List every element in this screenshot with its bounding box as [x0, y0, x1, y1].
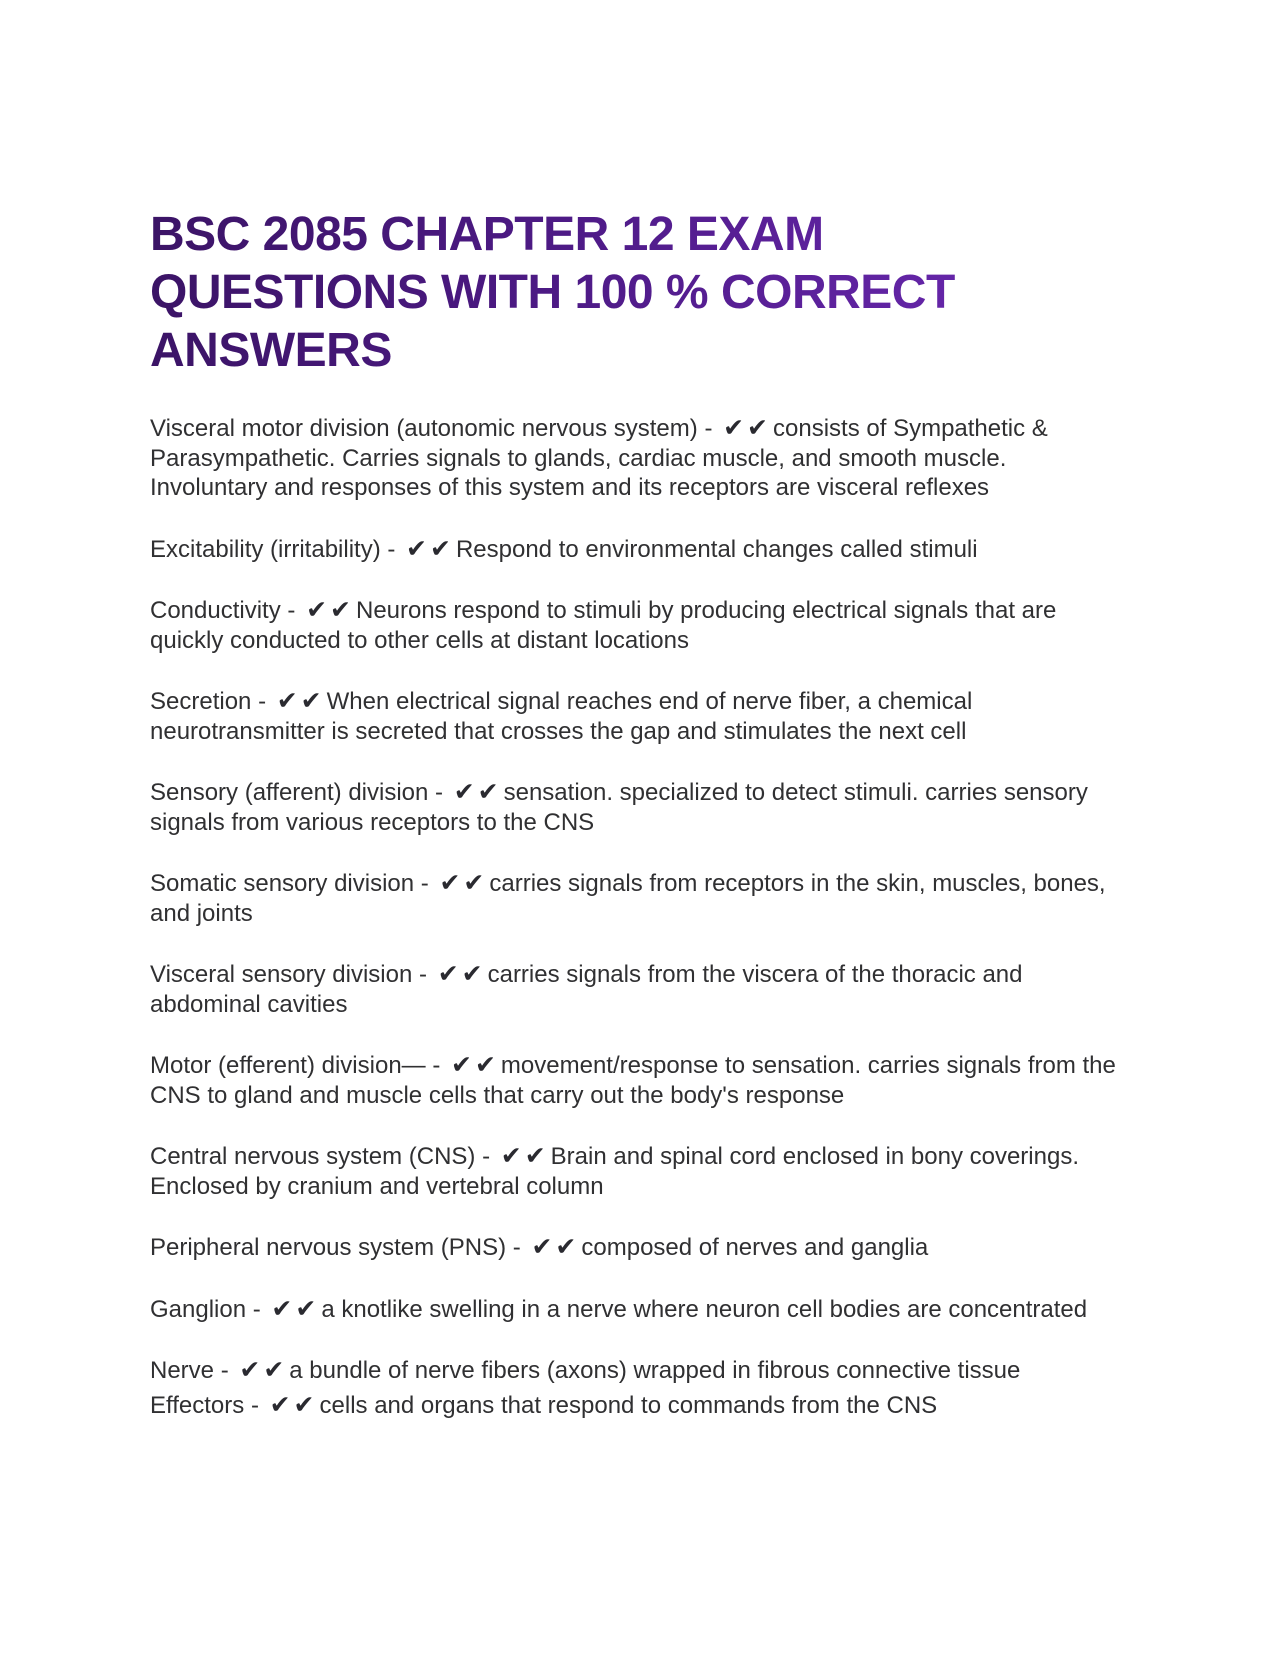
check-mark-icon: ✔✔: [500, 1142, 549, 1170]
qa-entry: [150, 1233, 1130, 1263]
check-mark-icon: ✔✔: [276, 687, 325, 715]
entry-term: Central nervous system (CNS): [150, 1143, 476, 1170]
check-mark-icon: ✔✔: [269, 1390, 318, 1419]
qa-entry: [150, 535, 1130, 565]
entry-definition: movement/response to sensation. carries signals from the CNS to gland and muscle cells that carry out the body's response: [150, 1052, 1116, 1109]
qa-entry: [150, 960, 1130, 1019]
qa-entry: [150, 1356, 1130, 1386]
entry-definition: Neurons respond to stimuli by producing electrical signals that are quickly conducted to other cells at distant locations: [150, 597, 1057, 654]
qa-entry: [150, 1295, 1130, 1325]
entry-term: Excitability (irritability): [150, 535, 381, 563]
entry-term: Somatic sensory division: [150, 870, 415, 897]
entry-separator: -: [220, 1357, 229, 1384]
check-mark-icon: ✔✔: [271, 1294, 320, 1323]
entry-definition: a knotlike swelling in a nerve where neuron cell bodies are concentrated: [321, 1295, 1088, 1323]
document-title: BSC 2085 CHAPTER 12 EXAM QUESTIONS WITH 100 % CORRECT ANSWERS: [150, 206, 1050, 380]
entry-definition: Respond to environmental changes called stimuli: [455, 535, 978, 563]
entry-term: Visceral sensory division: [150, 961, 413, 988]
entry-separator: -: [419, 961, 428, 988]
entry-term: Secretion: [150, 688, 252, 715]
check-mark-icon: ✔✔: [451, 1051, 499, 1079]
entry-separator: -: [258, 688, 267, 715]
entry-definition: sensation. specialized to detect stimuli. carries sensory signals from various receptors to the CNS: [150, 779, 1088, 836]
check-mark-icon: ✔✔: [453, 778, 502, 806]
qa-entry: [150, 414, 1130, 503]
qa-entry: [150, 778, 1130, 837]
entry-separator: -: [252, 1295, 261, 1323]
document-page: [150, 206, 1130, 1452]
qa-entry: [150, 1051, 1130, 1110]
entry-separator: -: [432, 1052, 441, 1079]
check-mark-icon: ✔✔: [531, 1233, 580, 1261]
entry-separator: -: [420, 870, 429, 897]
entry-separator: -: [704, 415, 713, 442]
entry-definition: carries signals from the viscera of the thoracic and abdominal cavities: [150, 961, 1023, 1018]
entry-term: Conductivity: [150, 597, 281, 624]
check-mark-icon: ✔✔: [437, 960, 486, 988]
qa-list: [150, 414, 1130, 1420]
check-mark-icon: ✔✔: [439, 869, 488, 897]
qa-entry: [150, 1391, 1130, 1421]
qa-entry: [150, 596, 1130, 655]
entry-term: Peripheral nervous system (PNS): [150, 1234, 507, 1261]
entry-definition: consists of Sympathetic & Parasympathetic. Carries signals to glands, cardiac muscle, and smooth muscle. Involuntary and responses of this system and its receptors are visceral reflexes: [150, 415, 1048, 501]
check-mark-icon: ✔✔: [239, 1356, 288, 1384]
check-mark-icon: ✔✔: [306, 596, 354, 624]
entry-separator: -: [287, 597, 296, 624]
entry-term: Sensory (afferent) division: [150, 779, 429, 806]
entry-definition: composed of nerves and ganglia: [581, 1234, 929, 1261]
qa-entry: [150, 869, 1130, 928]
entry-term: Motor (efferent) division—: [150, 1052, 426, 1079]
qa-entry: [150, 1142, 1130, 1201]
entry-definition: carries signals from receptors in the skin, muscles, bones, and joints: [150, 870, 1106, 927]
entry-term: Effectors: [150, 1391, 245, 1419]
qa-entry: [150, 687, 1130, 746]
entry-term: Ganglion: [150, 1295, 247, 1323]
entry-term: Nerve: [150, 1357, 215, 1384]
entry-separator: -: [250, 1391, 259, 1419]
entry-definition: Brain and spinal cord enclosed in bony coverings. Enclosed by cranium and vertebral column: [150, 1143, 1079, 1200]
check-mark-icon: ✔✔: [723, 414, 772, 442]
entry-separator: -: [482, 1143, 491, 1170]
entry-definition: a bundle of nerve fibers (axons) wrapped in fibrous connective tissue: [289, 1357, 1021, 1384]
entry-separator: -: [512, 1234, 521, 1261]
entry-definition: When electrical signal reaches end of nerve fiber, a chemical neurotransmitter is secreted that crosses the gap and stimulates the next cell: [150, 688, 973, 745]
check-mark-icon: ✔✔: [406, 534, 454, 563]
entry-term: Visceral motor division (autonomic nervous system): [150, 415, 698, 442]
entry-separator: -: [435, 779, 444, 806]
entry-separator: -: [387, 535, 396, 563]
entry-definition: cells and organs that respond to commands from the CNS: [319, 1391, 938, 1419]
